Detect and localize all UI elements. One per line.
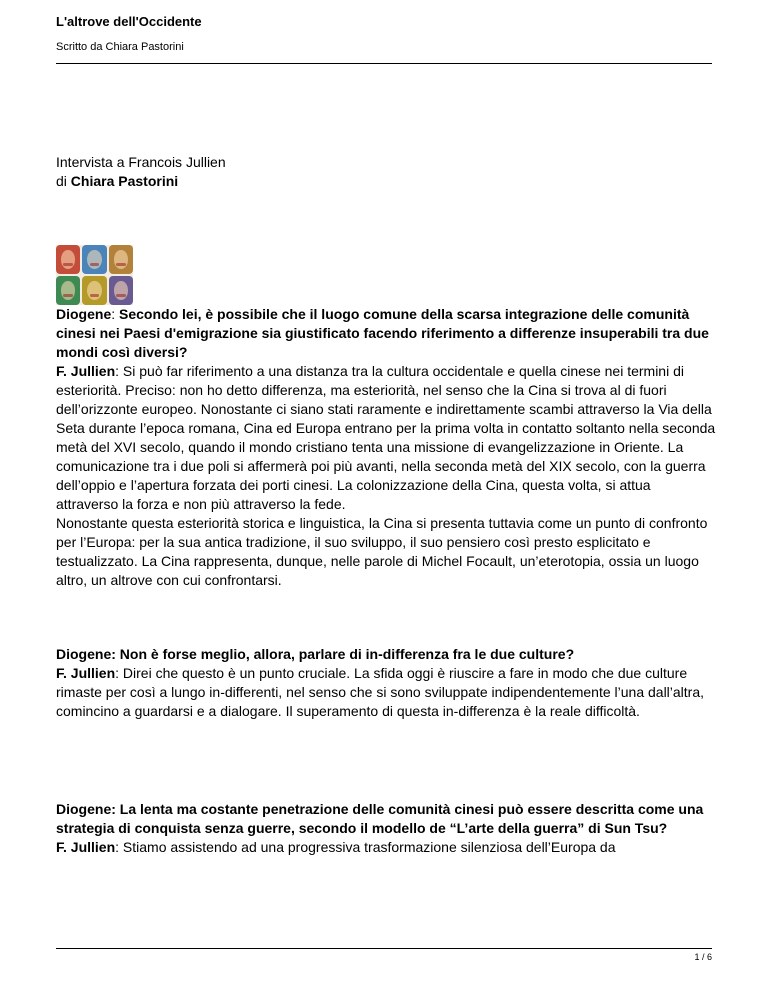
question: Diogene: Secondo lei, è possibile che il luogo comune della scarsa integrazione delle comunità cinesi nei Paesi d'emigrazione sia giustificato facendo riferimento a differenze insuperabili tra due mondi così diversi? bbox=[56, 306, 709, 360]
portrait-collage-thumbnail bbox=[56, 245, 133, 305]
footer-divider bbox=[56, 948, 712, 949]
question: Diogene: Non è forse meglio, allora, parlare di in-differenza fra le due culture? bbox=[56, 646, 575, 662]
interviewee-label: F. Jullien bbox=[56, 665, 116, 681]
interviewer-label: Diogene bbox=[56, 306, 112, 322]
question-text: Secondo lei, è possibile che il luogo comune della scarsa integrazione delle comunità cinesi nei Paesi d'emigrazione sia giustificato facendo riferimento a differenze insuperabili tra due mondi così diversi? bbox=[56, 306, 709, 360]
author-name: Chiara Pastorini bbox=[70, 173, 179, 189]
answer-text: : Stiamo assistendo ad una progressiva trasformazione silenziosa dell’Europa da bbox=[115, 839, 616, 855]
answer-text: : Si può far riferimento a una distanza tra la cultura occidentale e quella cinese nei termini di esteriorità. Preciso: non ho detto differenza, ma esteriorità, nel senso che la Cina si trova al di fuori dell’orizzonte europeo. Nonostante ci siano stati raramente e indirettamente scambi attraverso la Via della Seta durante l’epoca romana, Cina ed Europa entrano per la prima volta in contatto soltanto nella seconda metà del XVI secolo, quando il mondo cristiano tenta una missione di evangelizzazione in Oriente. La comunicazione tra i due poli si affermerà poi più avanti, nella seconda metà del XIX secolo, con la guerra dell’oppio e l’apertura forzata dei porti cinesi. La colonizzazione della Cina, questa volta, si attua attraverso la forza e non più attraverso la fede. bbox=[56, 363, 716, 512]
qa-block-3 bbox=[56, 800, 716, 857]
answer bbox=[56, 664, 716, 721]
answer bbox=[56, 838, 716, 857]
face-icon bbox=[109, 276, 133, 305]
face-icon bbox=[82, 245, 106, 274]
qa-block-1 bbox=[56, 305, 716, 590]
interviewer-label: Diogene bbox=[56, 646, 112, 662]
face-icon bbox=[109, 245, 133, 274]
article-heading: Intervista a Francois Jullien bbox=[56, 154, 226, 170]
interviewer-label: Diogene bbox=[56, 801, 112, 817]
face-icon bbox=[82, 276, 106, 305]
answer bbox=[56, 362, 716, 514]
face-icon bbox=[56, 245, 80, 274]
question-text: La lenta ma costante penetrazione delle comunità cinesi può essere descritta come una strategia di conquista senza guerre, secondo il modello de “L’arte della guerra” di Sun Tsu? bbox=[56, 801, 704, 836]
page-number: 1 / 6 bbox=[694, 952, 712, 962]
question: Diogene: La lenta ma costante penetrazione delle comunità cinesi può essere descritta come una strategia di conquista senza guerre, secondo il modello de “L’arte della guerra” di Sun Tsu? bbox=[56, 801, 704, 836]
face-icon bbox=[56, 276, 80, 305]
interviewee-label: F. Jullien bbox=[56, 839, 116, 855]
qa-block-2 bbox=[56, 645, 716, 721]
answer-continued: Nonostante questa esteriorità storica e linguistica, la Cina si presenta tuttavia come un punto di confronto per l’Europa: per la sua antica tradizione, il suo sviluppo, il suo pensiero così presto esplicitato e testualizzato. La Cina rappresenta, dunque, nelle parole di Michel Focault, un’eterotopia, ossia un luogo altro, un altrove con cui confrontarsi. bbox=[56, 515, 708, 588]
interviewee-label: F. Jullien bbox=[56, 363, 116, 379]
document-byline: Scritto da Chiara Pastorini bbox=[56, 41, 184, 53]
document-title: L'altrove dell'Occidente bbox=[56, 14, 202, 29]
author-prefix: di bbox=[56, 173, 67, 189]
header-divider bbox=[56, 63, 712, 64]
article-body bbox=[56, 153, 716, 857]
page-header bbox=[56, 14, 712, 54]
author-line bbox=[56, 172, 716, 191]
answer-text: : Direi che questo è un punto cruciale. La sfida oggi è riuscire a fare in modo che due culture rimaste per così a lungo in-differenti, nel senso che si sono sviluppate indipendentemente l’una dall’altra, comincino a guardarsi e a dialogare. Il superamento di questa in-differenza è la reale difficoltà. bbox=[56, 665, 705, 719]
question-text: Non è forse meglio, allora, parlare di in-differenza fra le due culture? bbox=[119, 646, 575, 662]
